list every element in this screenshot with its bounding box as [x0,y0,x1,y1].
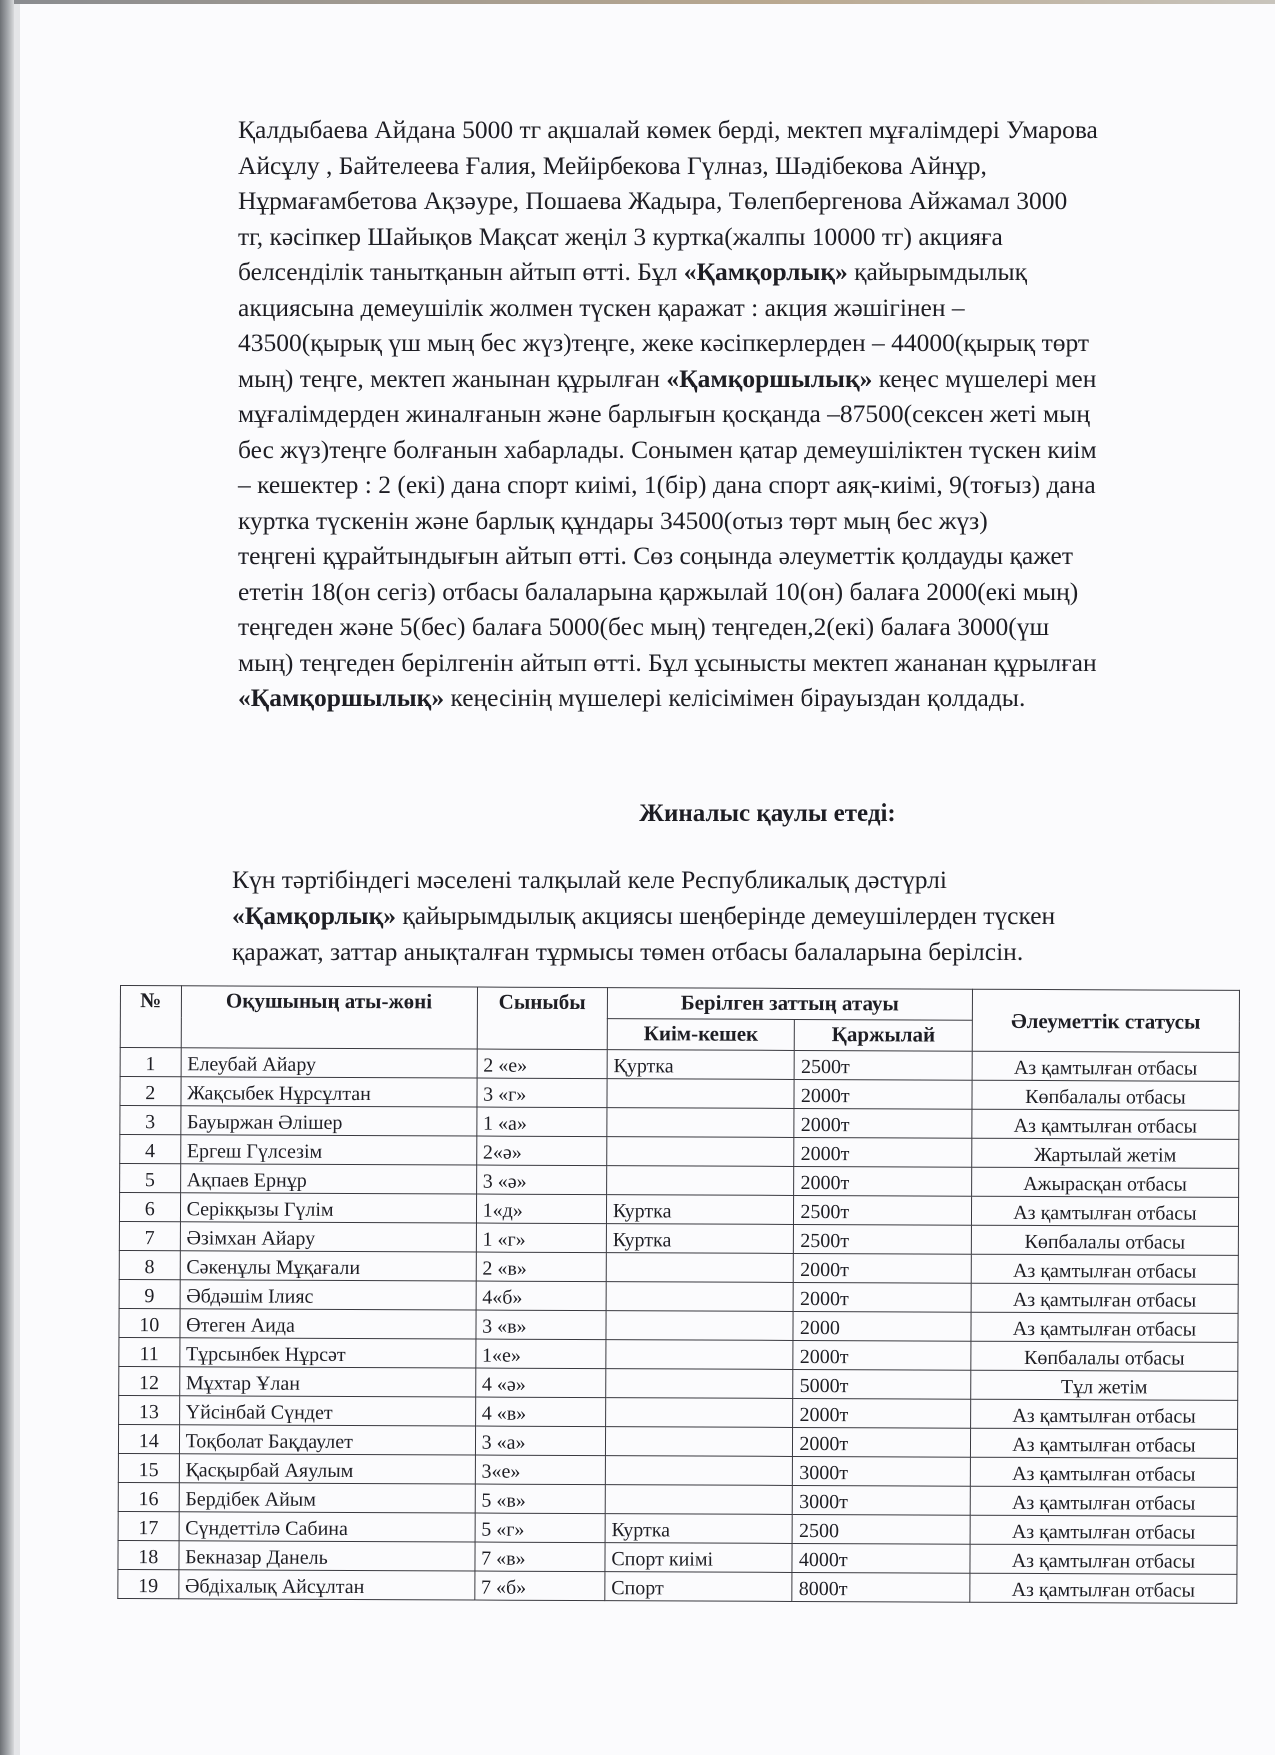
cell-social-status: Аз қамтылған отбасы [971,1254,1238,1284]
cell-clothes [607,1137,795,1167]
paragraph-line [238,538,1228,574]
cell-student-name: Өтеген Аида [180,1309,476,1339]
cell-class: 1 «г» [476,1223,606,1253]
header-social-status: Әлеуметтік статусы [972,989,1239,1052]
cell-number: 12 [119,1366,180,1395]
paragraph-line [232,934,1222,970]
table-row [120,1164,1239,1198]
text-run: белсенділік танытқанын айтып өтті. Бұл [238,257,684,286]
cell-class: 5 «г» [475,1513,605,1543]
paragraph-line [238,432,1228,468]
cell-money: 5000т [793,1369,971,1399]
emphasized-text: «Қамқорлық» [683,257,848,286]
cell-social-status: Аз қамтылған отбасы [970,1573,1237,1603]
cell-clothes: Куртка [605,1514,793,1544]
cell-student-name: Қасқырбай Аяулым [179,1454,475,1484]
paragraph-line [238,254,1228,290]
cell-number: 6 [119,1193,180,1222]
cell-clothes [605,1456,793,1486]
paragraph-line [238,609,1228,645]
cell-social-status: Аз қамтылған отбасы [970,1544,1237,1574]
cell-money: 2000т [794,1108,972,1138]
cell-social-status: Тұл жетім [971,1370,1238,1400]
cell-number: 18 [118,1540,179,1569]
cell-clothes [606,1340,794,1370]
paragraph-line [238,148,1228,184]
cell-money: 2000т [794,1079,972,1109]
cell-social-status: Аз қамтылған отбасы [972,1109,1239,1139]
table-row [119,1337,1238,1371]
paragraph-line [238,645,1228,681]
cell-number: 7 [119,1221,180,1250]
cell-money: 2000т [793,1398,971,1428]
text-run: мұғалімдерден жиналғанын және барлығын қосқанда –87500(сексен жеті мың [238,399,1090,428]
cell-money: 4000т [792,1543,970,1573]
cell-class: 4«б» [476,1281,606,1311]
cell-clothes [605,1398,793,1428]
cell-clothes [606,1311,794,1341]
cell-clothes [606,1166,794,1196]
paragraph-line [238,361,1228,397]
cell-class: 1«д» [476,1194,606,1224]
cell-class: 3 «а» [475,1426,605,1456]
cell-student-name: Мұхтар Ұлан [179,1367,475,1397]
text-run: қайырымдылық [847,257,1028,286]
recipients-table [117,985,1240,1604]
cell-social-status: Аз қамтылған отбасы [970,1399,1237,1429]
cell-social-status: Көпбалалы отбасы [972,1080,1239,1110]
cell-money: 2500т [794,1224,972,1254]
paragraph-line [238,574,1228,610]
text-run: Күн тәртібіндегі мәселені талқылай келе Республикалық дәстүрлі [232,865,947,894]
cell-number: 3 [120,1106,181,1135]
table-row [120,1077,1239,1111]
cell-class: 5 «в» [475,1484,605,1514]
cell-money: 2500т [795,1050,973,1080]
cell-class: 2«ә» [476,1136,606,1166]
header-money: Қаржылай [795,1019,973,1051]
table-row [119,1221,1238,1255]
text-run: қаражат, заттар анықталған тұрмысы төмен отбасы балаларына берілсін. [232,937,1024,966]
cell-clothes [606,1369,794,1399]
cell-social-status: Аз қамтылған отбасы [972,1051,1239,1081]
cell-clothes [607,1079,795,1109]
cell-student-name: Жақсыбек Нұрсұлтан [181,1077,477,1107]
cell-money: 2000т [794,1253,972,1283]
table-row [118,1482,1237,1516]
paragraph-line [238,183,1228,219]
cell-student-name: Елеубай Айару [181,1048,477,1078]
cell-student-name: Бекназар Данель [179,1541,475,1571]
cell-clothes [605,1427,793,1457]
header-class: Сыныбы [477,987,608,1050]
table-row [119,1279,1238,1313]
paragraph-line [238,503,1228,539]
cell-number: 16 [118,1482,179,1511]
paragraph-line [238,396,1228,432]
cell-clothes [607,1108,795,1138]
cell-class: 4 «ә» [475,1368,605,1398]
paragraph-line [232,862,1222,898]
cell-student-name: Бауыржан Әлішер [180,1106,476,1136]
cell-money: 2000т [793,1427,971,1457]
paragraph-line [238,112,1228,148]
table-row [119,1193,1238,1227]
cell-student-name: Бердібек Айым [179,1483,475,1513]
cell-number: 15 [118,1453,179,1482]
table-header-row [120,986,1239,1022]
table-row [120,1106,1239,1140]
table-row [118,1424,1237,1458]
table-row [119,1308,1238,1342]
cell-clothes: Куртка [606,1195,794,1225]
cell-clothes [605,1485,793,1515]
cell-social-status: Аз қамтылған отбасы [971,1283,1238,1313]
text-run: теңгені құрайтындығын айтып өтті. Сөз соңында әлеуметтік қолдауды қажет [238,541,1073,570]
table-row [119,1395,1238,1429]
text-run: теңгеден және 5(бес) балаға 5000(бес мың) теңгеден,2(екі) балаға 3000(үш [238,612,1050,641]
cell-social-status: Жартылай жетім [972,1138,1239,1168]
cell-student-name: Ақпаев Ернұр [180,1164,476,1194]
text-run: Нұрмағамбетова Ақзәуре, Пошаева Жадыра, Төлепбергенова Айжамал 3000 [238,186,1068,215]
cell-student-name: Тоқболат Бақдаулет [179,1425,475,1455]
cell-student-name: Серікқызы Гүлім [180,1193,476,1223]
cell-money: 2000т [793,1340,971,1370]
emphasized-text: «Қамқорлық» [232,901,397,930]
scan-edge-left [0,0,14,1755]
cell-money: 8000т [792,1572,970,1602]
table-body [118,1048,1239,1604]
cell-money: 3000т [793,1485,971,1515]
table-row [118,1569,1237,1603]
cell-social-status: Көпбалалы отбасы [971,1225,1238,1255]
cell-clothes: Қуртка [607,1050,795,1080]
cell-class: 3 «в» [476,1310,606,1340]
cell-number: 9 [119,1279,180,1308]
cell-social-status: Аз қамтылған отбасы [970,1457,1237,1487]
cell-student-name: Үйсінбай Сүндет [179,1396,475,1426]
cell-clothes: Куртка [606,1224,794,1254]
cell-money: 2000т [793,1282,971,1312]
table-row [120,1135,1239,1169]
text-run: бес жүз)теңге болғанын хабарлады. Сонымен қатар демеушіліктен түскен киім [238,434,1097,464]
paragraph-line [238,680,1228,716]
text-run: куртка түскенін және барлық құндары 34500(отыз төрт мың бес жүз) [238,505,988,535]
cell-money: 2000т [794,1137,972,1167]
cell-class: 1«е» [475,1339,605,1369]
cell-student-name: Сәкенұлы Мұқағали [180,1251,476,1281]
cell-number: 19 [118,1569,179,1598]
cell-number: 5 [120,1164,181,1193]
text-run: кеңесінің мүшелері келісімімен бірауыздан қолдады. [444,683,1026,712]
text-run: қайырымдылық акциясы шеңберінде демеушілерден түскен [396,901,1056,930]
cell-social-status: Аз қамтылған отбасы [970,1515,1237,1545]
paragraph-line [238,290,1228,326]
cell-money: 3000т [793,1456,971,1486]
paragraph-donations-summary [238,112,1228,716]
table-row [118,1540,1237,1574]
cell-number: 10 [119,1308,180,1337]
text-run: Айсұлу , Байтелеева Ғалия, Мейірбекова Гүлназ, Шәдібекова Айнұр, [238,150,987,180]
header-given-items: Берілген заттың атауы [607,988,972,1021]
cell-class: 3«е» [475,1455,605,1485]
cell-money: 2000 [793,1311,971,1341]
text-run: тг, кәсіпкер Шайықов Мақсат жеңіл 3 куртка(жалпы 10000 тг) акцияға [238,221,1003,251]
resolution-heading: Жиналыс қаулы етеді: [639,800,896,827]
cell-number: 1 [120,1048,181,1077]
table-row [120,1048,1239,1082]
header-number: № [120,986,181,1048]
cell-student-name: Сүндеттілә Сабина [179,1512,475,1542]
cell-number: 14 [118,1424,179,1453]
cell-number: 17 [118,1511,179,1540]
text-run: кеңес мүшелері мен [872,363,1097,393]
emphasized-text: «Қамқоршылық» [666,363,873,393]
cell-class: 7 «б» [474,1571,604,1601]
cell-social-status: Көпбалалы отбасы [971,1341,1238,1371]
cell-student-name: Әбдіхалық Айсұлтан [178,1570,474,1600]
cell-class: 7 «в» [475,1542,605,1572]
cell-class: 3 «ә» [476,1165,606,1195]
cell-number: 11 [119,1337,180,1366]
cell-money: 2000т [794,1166,972,1196]
header-clothes: Киім-кешек [607,1019,795,1051]
cell-clothes [606,1282,794,1312]
cell-social-status: Аз қамтылған отбасы [971,1312,1238,1342]
cell-money: 2500 [792,1514,970,1544]
paragraph-line [238,219,1228,255]
cell-number: 4 [120,1135,181,1164]
paragraph-line [238,325,1228,361]
paragraph-resolution [232,862,1222,970]
header-student-name: Оқушының аты-жөні [181,986,477,1049]
cell-social-status: Аз қамтылған отбасы [970,1486,1237,1516]
table-row [119,1366,1238,1400]
cell-class: 2 «в» [476,1252,606,1282]
cell-clothes: Спорт [605,1572,793,1602]
table-row [118,1453,1237,1487]
text-run: – кешектер : 2 (екі) дана спорт киімі, 1(бір) дана спорт аяқ-киімі, 9(тоғыз) дана [238,470,1096,499]
paragraph-line [238,467,1228,503]
text-run: ететін 18(он сегіз) отбасы балаларына қаржылай 10(он) балаға 2000(екі мың) [238,576,1079,606]
text-run: мың) теңгеден берілгенін айтып өтті. Бұл ұсынысты мектеп жананан құрылған [238,647,1097,677]
text-run: мың) теңге, мектеп жанынан құрылған [238,363,667,393]
cell-student-name: Тұрсынбек Нұрсәт [179,1338,475,1368]
cell-student-name: Ергеш Гүлсезім [180,1135,476,1165]
cell-money: 2500т [794,1195,972,1225]
emphasized-text: «Қамқоршылық» [238,683,445,712]
text-run: акциясына демеушілік жолмен түскен қаражат : акция жәшігінен – [238,292,965,322]
cell-social-status: Ажырасқан отбасы [971,1167,1238,1197]
cell-clothes: Спорт киімі [605,1543,793,1573]
cell-number: 8 [119,1250,180,1279]
cell-class: 3 «г» [477,1078,607,1108]
text-run: Қалдыбаева Айдана 5000 тг ақшалай көмек берді, мектеп мұғалімдері Умарова [238,115,1098,144]
cell-number: 13 [119,1395,180,1424]
cell-class: 2 «е» [477,1049,607,1079]
text-run: 43500(қырық үш мың бес жүз)теңге, жеке кәсіпкерлерден – 44000(қырық төрт [238,328,1090,357]
cell-student-name: Әбдәшім Ілияс [180,1280,476,1310]
cell-class: 4 «в» [475,1397,605,1427]
cell-class: 1 «а» [476,1107,606,1137]
table-row [118,1511,1237,1545]
cell-student-name: Әзімхан Айару [180,1222,476,1252]
table-row [119,1250,1238,1284]
cell-clothes [606,1253,794,1283]
cell-social-status: Аз қамтылған отбасы [970,1428,1237,1458]
cell-number: 2 [120,1077,181,1106]
paragraph-line [232,898,1222,934]
cell-social-status: Аз қамтылған отбасы [971,1196,1238,1226]
